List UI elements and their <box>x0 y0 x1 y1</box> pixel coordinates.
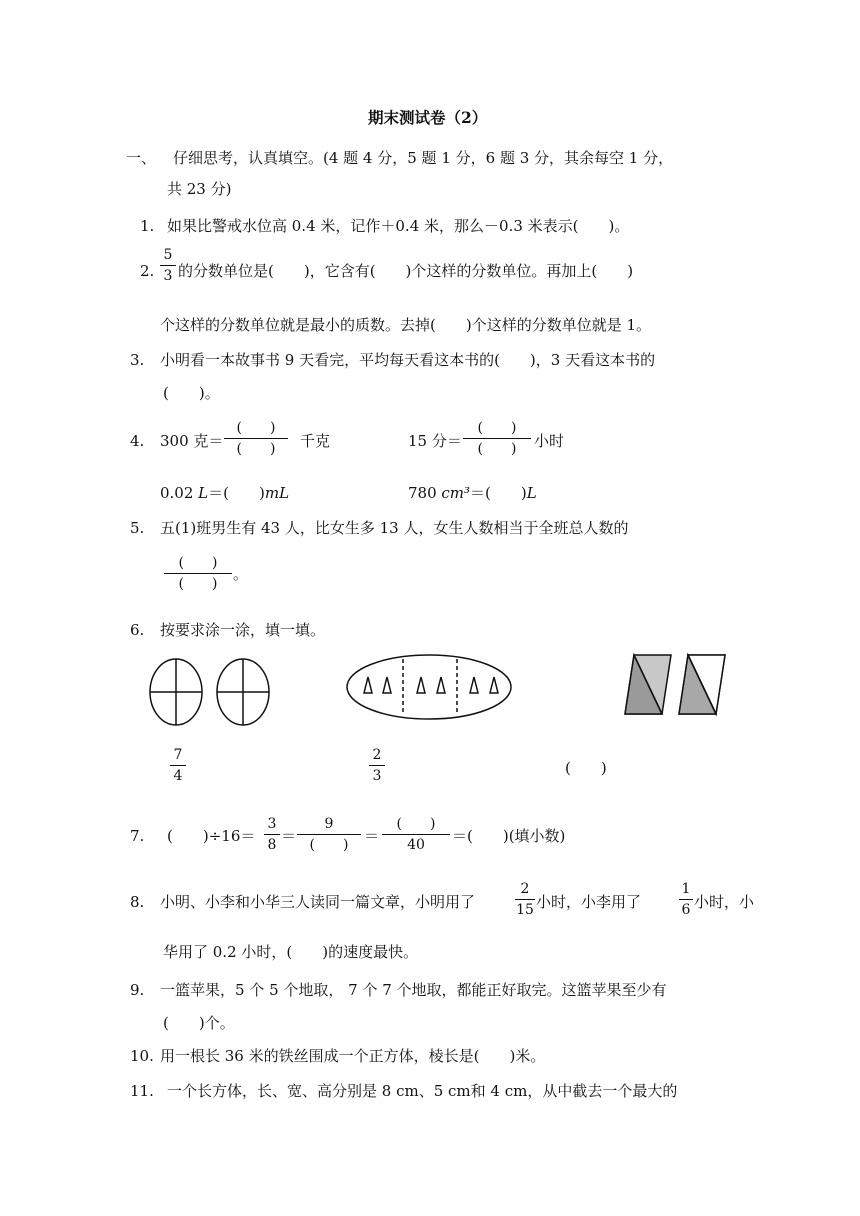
section-points: 共 23 分) <box>167 180 232 198</box>
shaded-parallelogram-left <box>625 655 671 714</box>
q4-a-unit: 千克 <box>300 432 331 450</box>
q6-fraction-seven-fourths: 7 4 <box>170 746 186 785</box>
quartered-oval-right <box>217 659 269 725</box>
q4-b-fraction-blank[interactable]: ( ) ( ) <box>463 419 531 458</box>
question-10-text: 用一根长 36 米的铁丝围成一个正方体，棱长是( )米。 <box>160 1047 546 1065</box>
question-5-text: 五(1)班男生有 43 人，比女生多 13 人，女生人数相当于全班总人数的 <box>160 519 629 537</box>
q4-b-unit: 小时 <box>534 432 565 450</box>
q8-fraction-one-sixth: 1 6 <box>679 880 693 919</box>
q8-text-line2: 华用了 0.2 小时，( )的速度最快。 <box>163 943 419 961</box>
question-number: 1. <box>140 217 155 235</box>
question-3-text-line2: ( )。 <box>163 384 220 402</box>
question-1-text: 如果比警戒水位高 0.4 米，记作＋0.4 米，那么－0.3 米表示( )。 <box>167 217 630 235</box>
question-number: 2. <box>140 262 155 280</box>
question-6-text: 按要求涂一涂，填一填。 <box>160 621 326 639</box>
oval-with-triangles <box>347 655 511 719</box>
q8-text-part2: 小时，小李用了 <box>536 893 642 911</box>
q8-text-part1: 小明、小李和小华三人读同一篇文章，小明用了 <box>160 893 476 911</box>
q7-equals: ＝ <box>281 827 297 845</box>
q4-a-fraction-blank[interactable]: ( ) ( ) <box>224 419 288 458</box>
question-number: 6. <box>130 621 145 639</box>
question-number: 3. <box>130 351 145 369</box>
question-number: 4. <box>130 432 145 450</box>
section-instructions: 仔细思考，认真填空。(4 题 4 分，5 题 1 分，6 题 3 分，其余每空 1 分， <box>173 149 674 167</box>
question-2-text: 的分数单位是( )，它含有( )个这样的分数单位。再加上( ) <box>178 262 634 280</box>
q4-d: 780 cm³＝( )L <box>408 484 537 502</box>
q6-answer-blank[interactable]: ( ) <box>565 759 607 777</box>
question-number: 10. <box>130 1047 154 1065</box>
q8-text-part3: 小时，小 <box>694 893 755 911</box>
q4-b-prefix: 15 分＝ <box>408 432 462 450</box>
question-3-text: 小明看一本故事书 9 天看完，平均每天看这本书的( )，3 天看这本书的 <box>160 351 656 369</box>
question-number: 5. <box>130 519 145 537</box>
question-11-text: 一个长方体，长、宽、高分别是 8 cm、5 cm和 4 cm，从中截去一个最大的 <box>167 1082 678 1100</box>
q4-c: 0.02 L＝( )mL <box>160 484 290 502</box>
q7-prefix: ( )÷16＝ <box>167 827 256 845</box>
quartered-oval-left <box>150 659 202 725</box>
section-number: 一、 <box>126 149 157 167</box>
q7-fraction-nine-blank[interactable]: 9 ( ) <box>297 815 361 854</box>
q4-a-prefix: 300 克＝ <box>160 432 224 450</box>
q8-fraction-two-fifteenths: 2 15 <box>516 881 534 918</box>
q5-fraction-blank[interactable]: ( ) ( ) <box>164 554 232 593</box>
question-9-text: 一篮苹果，5 个 5 个地取， 7 个 7 个地取，都能正好取完。这篮苹果至少有 <box>160 981 667 999</box>
q7-fraction-blank-forty[interactable]: ( ) 40 <box>382 815 450 854</box>
q7-equals: ＝ <box>364 827 380 845</box>
q5-period: 。 <box>233 565 249 583</box>
q7-fraction-three-eighths: 3 8 <box>264 815 280 854</box>
q6-fraction-two-thirds: 2 3 <box>369 746 385 785</box>
question-number: 11. <box>130 1082 154 1100</box>
fraction-five-thirds: 5 3 <box>160 246 176 285</box>
shaded-parallelogram-right <box>679 655 725 714</box>
question-9-text-line2: ( )个。 <box>163 1014 235 1032</box>
question-number: 9. <box>130 981 145 999</box>
page-title: 期末测试卷（2） <box>368 108 488 127</box>
question-2-text-line2: 个这样的分数单位就是最小的质数。去掉( )个这样的分数单位就是 1。 <box>160 316 652 334</box>
q7-suffix: ＝( )(填小数) <box>452 827 566 845</box>
question-number: 8. <box>130 893 145 911</box>
question-number: 7. <box>130 827 145 845</box>
